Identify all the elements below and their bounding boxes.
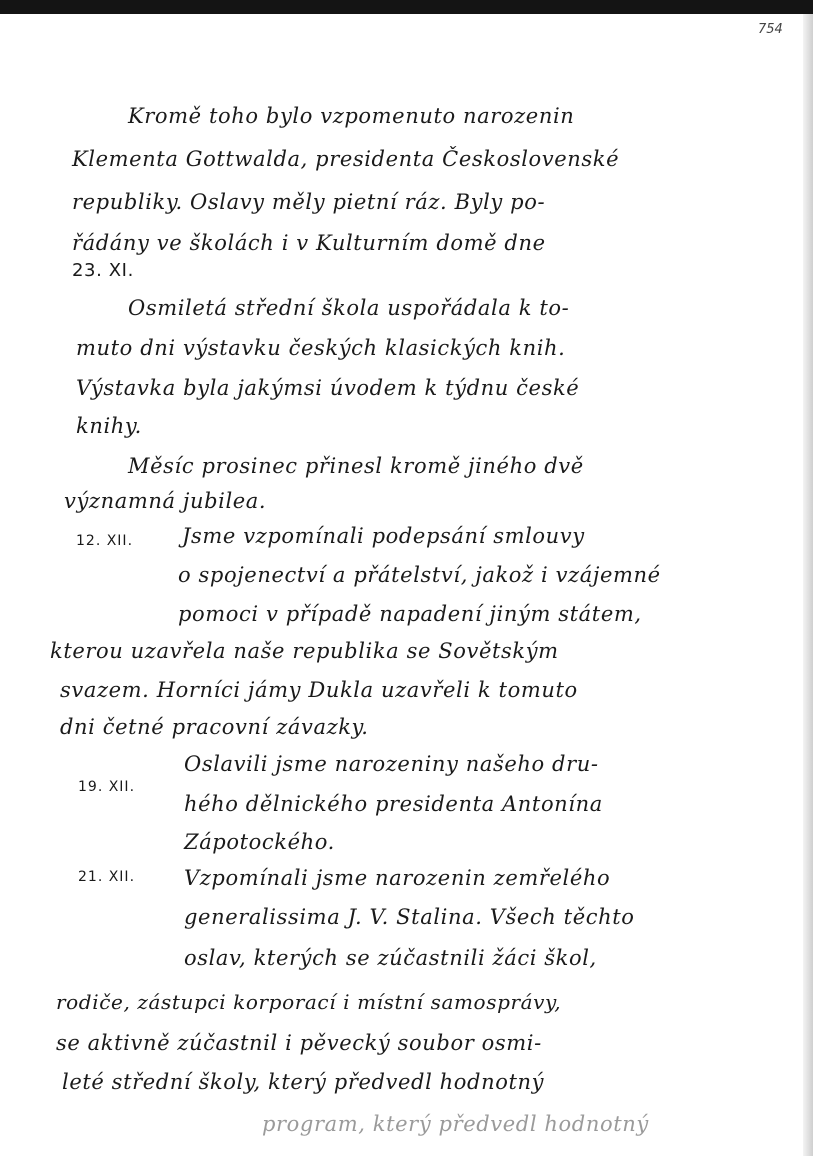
scan-top-border — [0, 0, 813, 14]
text-line-25: se aktivně zúčastnil i pěvecký soubor osmi- — [56, 1031, 542, 1055]
text-line-1: Kromě toho bylo vzpomenuto narozenin — [128, 104, 575, 128]
text-line-24: rodiče, zástupci korporací i místní samosprávy, — [56, 990, 562, 1014]
text-line-27-bleed: program, který předvedl hodnotný — [262, 1112, 649, 1136]
text-line-10: Měsíc prosinec přinesl kromě jiného dvě — [128, 454, 584, 478]
text-line-16: svazem. Horníci jámy Dukla uzavřeli k tomuto — [60, 678, 578, 702]
date-19-xii: 19. XII. — [78, 779, 136, 795]
text-line-19: hého dělnického presidenta Antonína — [184, 792, 603, 816]
text-line-22: generalissima J. V. Stalina. Všech těchto — [184, 905, 635, 929]
text-line-4: řádány ve školách i v Kulturním domě dne — [72, 231, 546, 255]
text-line-8: Výstavka byla jakýmsi úvodem k týdnu české — [76, 376, 580, 400]
text-line-20: Zápotockého. — [184, 830, 335, 854]
date-12-xii: 12. XII. — [76, 533, 134, 549]
text-line-15: kterou uzavřela naše republika se Sovětským — [50, 639, 559, 663]
text-line-14: pomoci v případě napadení jiným státem, — [178, 602, 642, 626]
text-line-13: o spojenectví a přátelství, jakož i vzájemné — [178, 563, 661, 587]
text-line-11: významná jubilea. — [64, 489, 267, 513]
text-line-21: Vzpomínali jsme narozenin zemřelého — [184, 866, 611, 890]
text-line-18: Oslavili jsme narozeniny našeho dru- — [184, 752, 599, 776]
text-line-5: 23. XI. — [72, 260, 134, 281]
date-21-xii: 21. XII. — [78, 869, 136, 885]
text-line-26: leté střední školy, který předvedl hodnotný — [62, 1070, 545, 1094]
text-line-9: knihy. — [76, 414, 142, 438]
text-line-7: muto dni výstavku českých klasických knih. — [76, 336, 566, 360]
text-line-2: Klementa Gottwalda, presidenta Československé — [72, 147, 620, 171]
text-line-17: dni četné pracovní závazky. — [60, 715, 369, 739]
text-line-12: Jsme vzpomínali podepsání smlouvy — [182, 524, 585, 548]
scan-right-edge — [803, 14, 813, 1156]
page-number: 754 — [758, 22, 783, 37]
text-line-3: republiky. Oslavy měly pietní ráz. Byly po- — [72, 190, 546, 214]
text-line-23: oslav, kterých se zúčastnili žáci škol, — [184, 946, 597, 970]
text-line-6: Osmiletá střední škola uspořádala k to- — [128, 296, 570, 320]
